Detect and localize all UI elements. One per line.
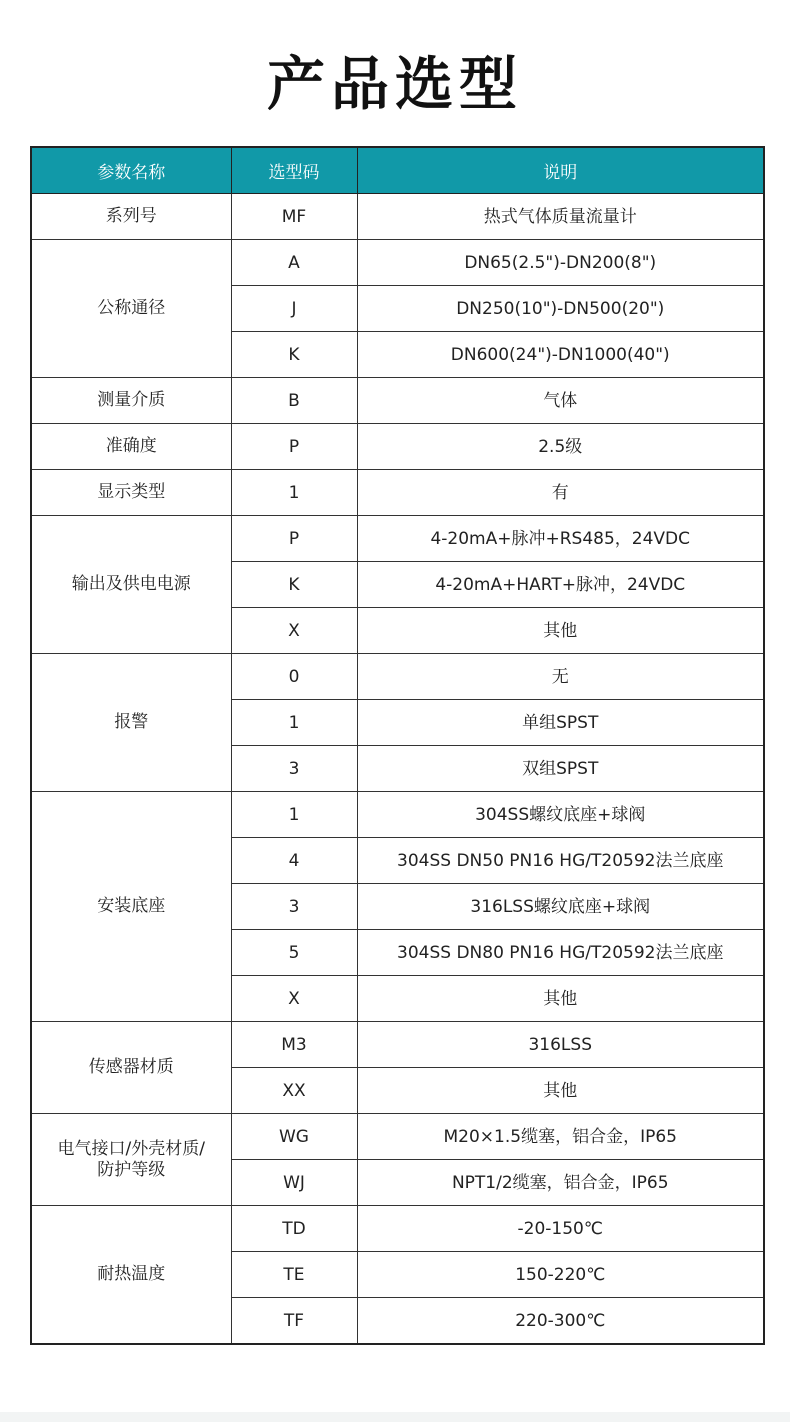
selection-code-cell: XX [231, 1068, 357, 1114]
description-cell: 304SS DN80 PN16 HG/T20592法兰底座 [357, 930, 764, 976]
table-row [31, 1114, 764, 1160]
selection-code-cell: 1 [231, 470, 357, 516]
selection-code-cell: TD [231, 1206, 357, 1252]
selection-code-cell: 1 [231, 700, 357, 746]
selection-code-cell: MF [231, 194, 357, 240]
table-body [31, 194, 764, 1345]
selection-code-cell: X [231, 976, 357, 1022]
param-name-cell: 耐热温度 [31, 1206, 231, 1345]
description-cell: 304SS螺纹底座+球阀 [357, 792, 764, 838]
selection-code-cell: A [231, 240, 357, 286]
header-param-name: 参数名称 [31, 147, 231, 194]
description-cell: 304SS DN50 PN16 HG/T20592法兰底座 [357, 838, 764, 884]
header-description: 说明 [357, 147, 764, 194]
param-name-cell: 显示类型 [31, 470, 231, 516]
selection-code-cell: 1 [231, 792, 357, 838]
table-row [31, 470, 764, 516]
table-row [31, 654, 764, 700]
param-name-cell: 安装底座 [31, 792, 231, 1022]
description-cell: 双组SPST [357, 746, 764, 792]
selection-code-cell: 0 [231, 654, 357, 700]
selection-code-cell: B [231, 378, 357, 424]
selection-code-cell: 3 [231, 746, 357, 792]
param-name-cell: 公称通径 [31, 240, 231, 378]
param-name-cell: 准确度 [31, 424, 231, 470]
description-cell: DN250(10")-DN500(20") [357, 286, 764, 332]
description-cell: 有 [357, 470, 764, 516]
param-name-cell: 系列号 [31, 194, 231, 240]
description-cell: 热式气体质量流量计 [357, 194, 764, 240]
table-row [31, 1206, 764, 1252]
selection-code-cell: M3 [231, 1022, 357, 1068]
selection-code-cell: J [231, 286, 357, 332]
description-cell: 其他 [357, 976, 764, 1022]
table-row [31, 378, 764, 424]
selection-code-cell: WJ [231, 1160, 357, 1206]
description-cell: 4-20mA+脉冲+RS485，24VDC [357, 516, 764, 562]
selection-code-cell: X [231, 608, 357, 654]
description-cell: DN65(2.5")-DN200(8") [357, 240, 764, 286]
description-cell: 150-220℃ [357, 1252, 764, 1298]
table-row [31, 1022, 764, 1068]
param-name-cell: 电气接口/外壳材质/防护等级 [31, 1114, 231, 1206]
selection-code-cell: P [231, 516, 357, 562]
selection-code-cell: K [231, 562, 357, 608]
description-cell: NPT1/2缆塞，铝合金，IP65 [357, 1160, 764, 1206]
description-cell: 316LSS [357, 1022, 764, 1068]
description-cell: M20×1.5缆塞，铝合金，IP65 [357, 1114, 764, 1160]
selection-code-cell: K [231, 332, 357, 378]
table-header-row [31, 147, 764, 194]
description-cell: 无 [357, 654, 764, 700]
description-cell: 气体 [357, 378, 764, 424]
description-cell: 其他 [357, 1068, 764, 1114]
selection-code-cell: 3 [231, 884, 357, 930]
param-name-cell: 传感器材质 [31, 1022, 231, 1114]
selection-table [30, 146, 765, 1345]
param-name-cell: 报警 [31, 654, 231, 792]
selection-code-cell: 4 [231, 838, 357, 884]
selection-code-cell: TE [231, 1252, 357, 1298]
table-row [31, 424, 764, 470]
table-row [31, 240, 764, 286]
bottom-strip [0, 1412, 790, 1422]
table-row [31, 516, 764, 562]
header-selection-code: 选型码 [231, 147, 357, 194]
param-name-cell: 输出及供电电源 [31, 516, 231, 654]
selection-code-cell: WG [231, 1114, 357, 1160]
description-cell: DN600(24")-DN1000(40") [357, 332, 764, 378]
selection-code-cell: TF [231, 1298, 357, 1345]
description-cell: 单组SPST [357, 700, 764, 746]
selection-code-cell: P [231, 424, 357, 470]
description-cell: 4-20mA+HART+脉冲，24VDC [357, 562, 764, 608]
table-row [31, 792, 764, 838]
description-cell: 2.5级 [357, 424, 764, 470]
table-row [31, 194, 764, 240]
description-cell: -20-150℃ [357, 1206, 764, 1252]
description-cell: 316LSS螺纹底座+球阀 [357, 884, 764, 930]
param-name-cell: 测量介质 [31, 378, 231, 424]
page-title: 产品选型 [266, 50, 523, 118]
description-cell: 220-300℃ [357, 1298, 764, 1345]
selection-code-cell: 5 [231, 930, 357, 976]
description-cell: 其他 [357, 608, 764, 654]
